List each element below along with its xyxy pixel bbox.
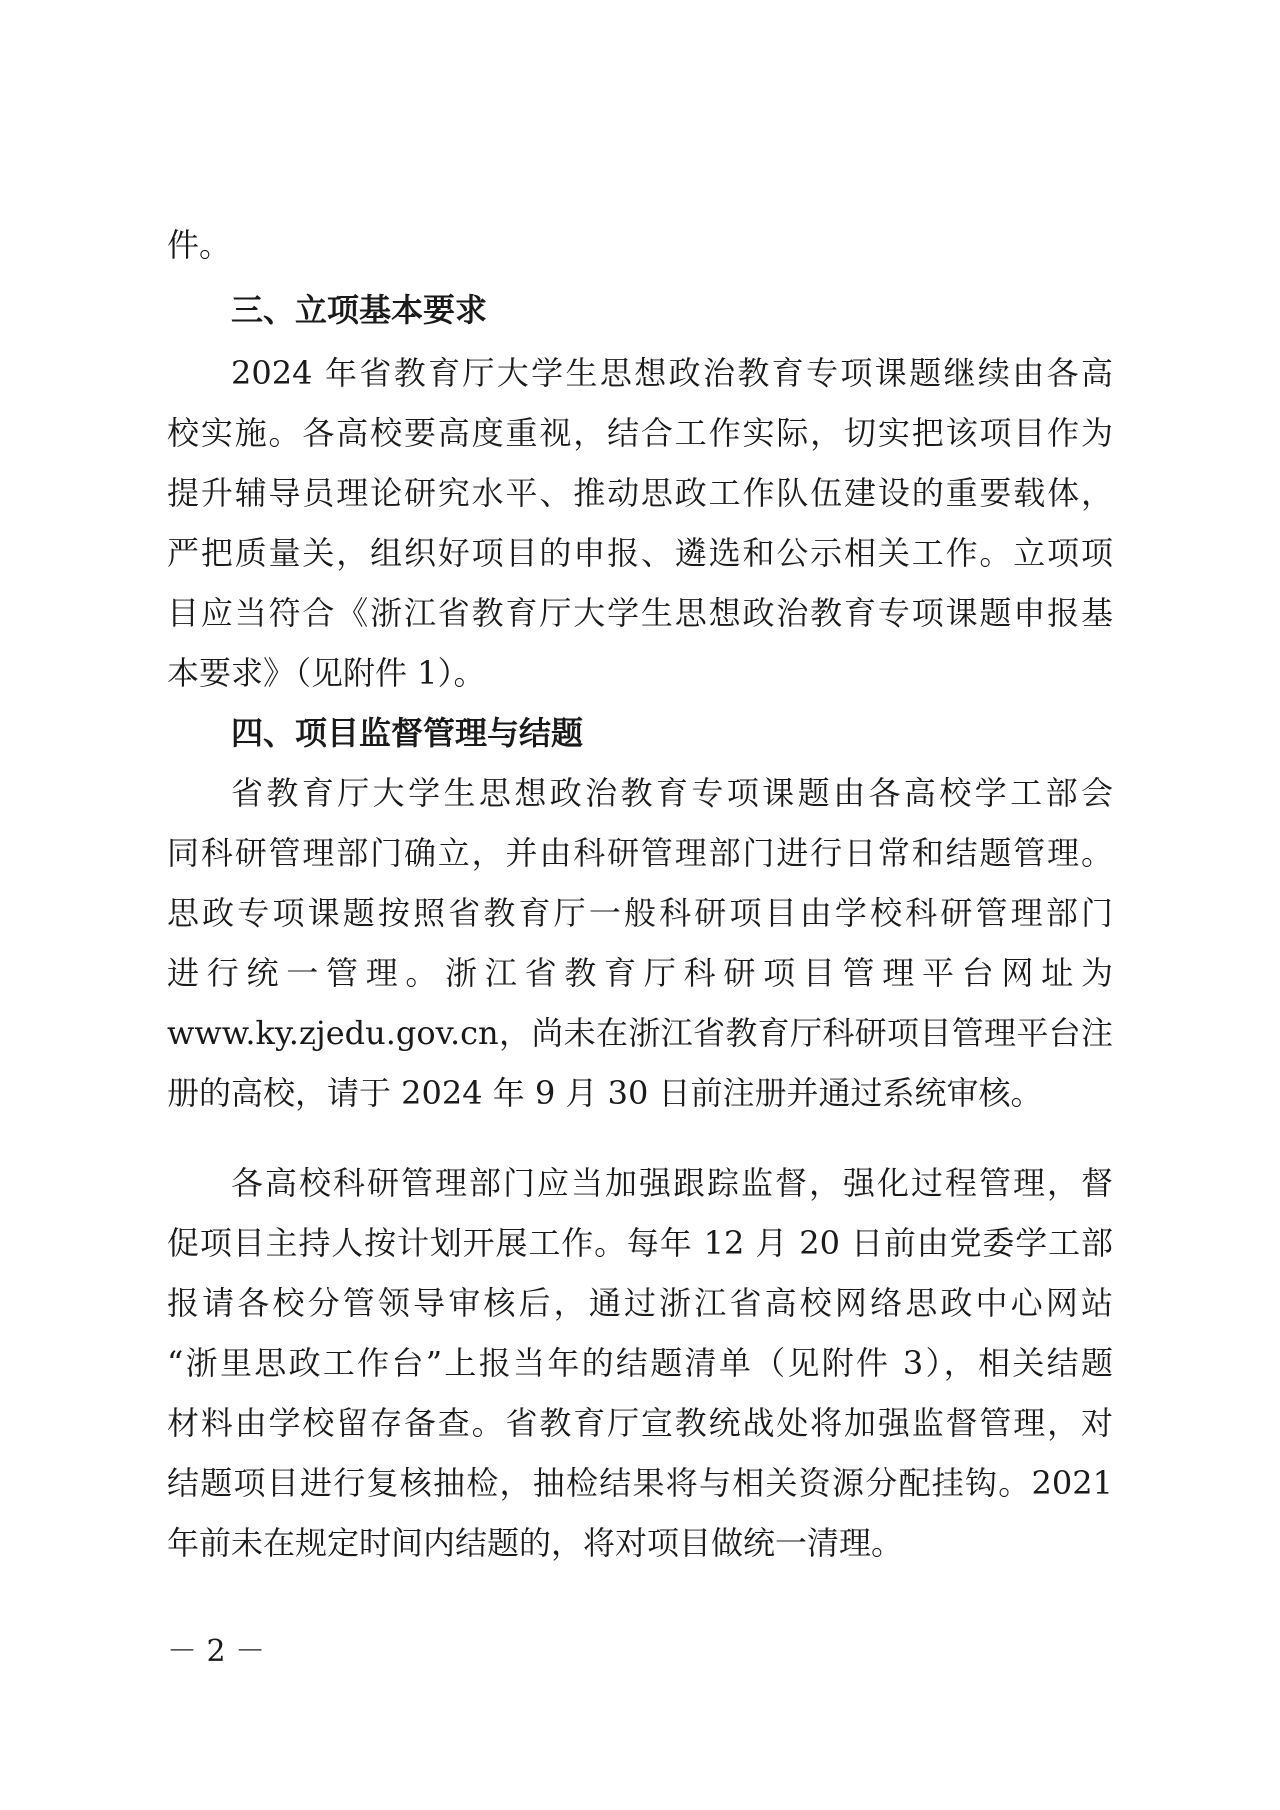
text-line: 件。: [167, 226, 232, 264]
paragraph-line: 省教育厅大学生思想政治教育专项课题由各高校学工部会: [231, 774, 1113, 812]
paragraph-line: 册的高校，请于 2024 年 9 月 30 日前注册并通过系统审核。: [167, 1074, 1043, 1112]
paragraph-line-url: www.ky.zjedu.gov.cn，尚未在浙江省教育厅科研项目管理平台注: [167, 1014, 1113, 1052]
paragraph-line: “浙里思政工作台”上报当年的结题清单（见附件 3），相关结题: [167, 1344, 1113, 1382]
paragraph-line: 本要求》（见附件 1）。: [167, 654, 486, 692]
paragraph-line: 促项目主持人按计划开展工作。每年 12 月 20 日前由党委学工部: [167, 1224, 1113, 1262]
paragraph-line: 各高校科研管理部门应当加强跟踪监督，强化过程管理，督: [231, 1164, 1113, 1202]
paragraph-line: 思政专项课题按照省教育厅一般科研项目由学校科研管理部门: [167, 894, 1113, 932]
section-heading-3: 三、立项基本要求: [231, 291, 488, 329]
paragraph-line: 报请各校分管领导审核后，通过浙江省高校网络思政中心网站: [167, 1284, 1113, 1322]
paragraph-line: 同科研管理部门确立，并由科研管理部门进行日常和结题管理。: [167, 834, 1113, 872]
paragraph-line: 年前未在规定时间内结题的，将对项目做统一清理。: [167, 1524, 904, 1562]
paragraph-line: 校实施。各高校要高度重视，结合工作实际，切实把该项目作为: [167, 414, 1113, 452]
paragraph-line: 目应当符合《浙江省教育厅大学生思想政治教育专项课题申报基: [167, 594, 1113, 632]
page-number: － 2 －: [167, 1634, 266, 1669]
paragraph-line: 严把质量关，组织好项目的申报、遴选和公示相关工作。立项项: [167, 534, 1113, 572]
paragraph-line: 材料由学校留存备查。省教育厅宣教统战处将加强监督管理，对: [167, 1404, 1113, 1442]
section-heading-4: 四、项目监督管理与结题: [231, 714, 584, 752]
paragraph-line: 结题项目进行复核抽检，抽检结果将与相关资源分配挂钩。2021: [167, 1464, 1113, 1502]
paragraph-line: 2024 年省教育厅大学生思想政治教育专项课题继续由各高: [231, 354, 1113, 392]
paragraph-line: 提升辅导员理论研究水平、推动思政工作队伍建设的重要载体，: [167, 474, 1113, 512]
paragraph-line: 进行统一管理。浙江省教育厅科研项目管理平台网址为: [167, 954, 1113, 992]
